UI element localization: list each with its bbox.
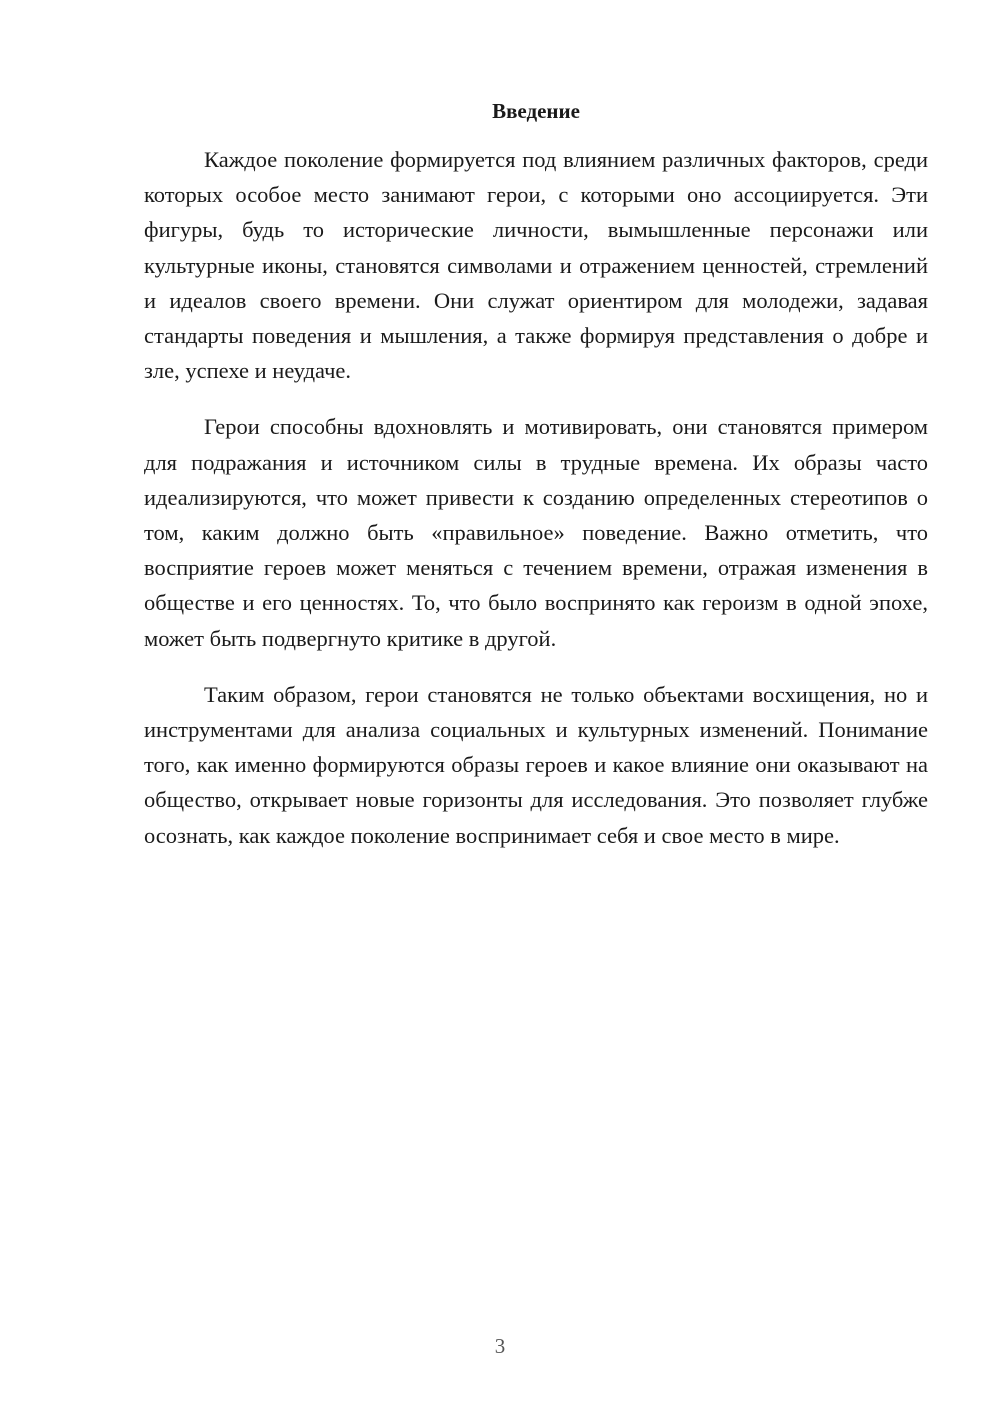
page-content [144,96,928,874]
page-number: 3 [494,1334,506,1358]
paragraph-1: Каждое поколение формируется под влиянием различных факторов, среди которых особое место занимают герои, с которыми оно ассоциируется. Эти фигуры, будь то исторические личности, вымышленные персонажи или культурные иконы, становятся символами и отражением ценностей, стремлений и идеалов своего времени. Они служат ориентиром для молодежи, задавая стандарты поведения и мышления, а также формируя представления о добре и зле, успехе и неудаче. [144,147,928,384]
paragraph-2: Герои способны вдохновлять и мотивировать, они становятся примером для подражания и источником силы в трудные времена. Их образы часто идеализируются, что может привести к созданию определенных стереотипов о том, каким должно быть «правильное» поведение. Важно отметить, что восприятие героев может меняться с течением времени, отражая изменения в обществе и его ценностях. То, что было воспринято как героизм в одной эпохе, может быть подвергнуто критике в другой. [144,414,928,651]
paragraph-3: Таким образом, герои становятся не только объектами восхищения, но и инструментами для анализа социальных и культурных изменений. Понимание того, как именно формируются образы героев и какое влияние они оказывают на общество, открывает новые горизонты для исследования. Это позволяет глубже осознать, как каждое поколение воспринимает себя и свое место в мире. [144,681,928,848]
section-title: Введение [492,99,580,123]
